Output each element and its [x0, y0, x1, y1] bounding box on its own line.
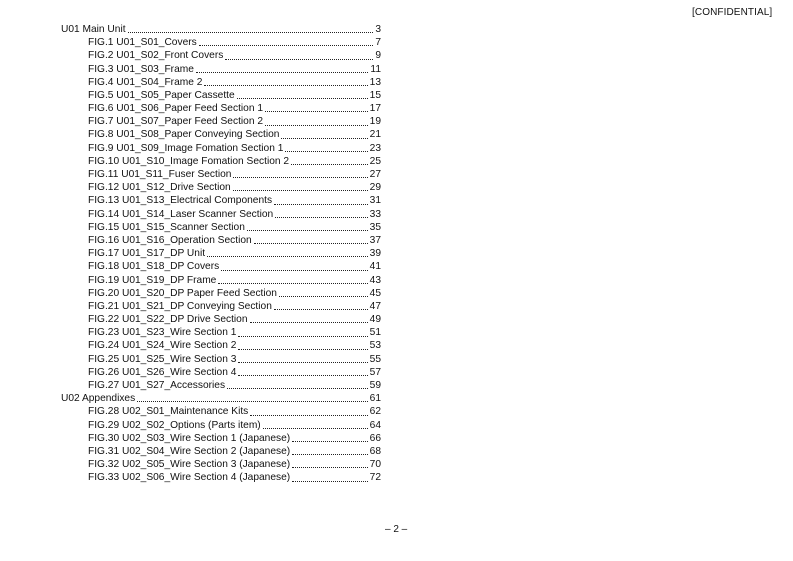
toc-entry-title: U02 Appendixes [61, 393, 136, 405]
toc-entry-page: 9 [375, 50, 381, 62]
dot-leader [274, 309, 368, 310]
toc-figure-entry[interactable] [61, 181, 381, 194]
toc-entry-title: FIG.6 U01_S06_Paper Feed Section 1 [88, 103, 263, 115]
toc-figure-entry[interactable] [61, 208, 381, 221]
toc-entry-page: 57 [369, 366, 381, 378]
toc-entry-page: 43 [369, 274, 381, 286]
dot-leader [265, 111, 368, 112]
dot-leader [237, 98, 368, 99]
toc-section-entry[interactable] [61, 392, 381, 405]
toc-entry-page: 11 [370, 63, 381, 75]
toc-entry-page: 51 [369, 327, 381, 339]
toc-entry-title: FIG.9 U01_S09_Image Fomation Section 1 [88, 142, 284, 154]
toc-entry-title: U01 Main Unit [61, 23, 126, 35]
toc-entry-page: 45 [369, 287, 381, 299]
toc-entry-page: 15 [369, 89, 381, 101]
toc-entry-page: 68 [369, 445, 381, 457]
toc-entry-title: FIG.27 U01_S27_Accessories [88, 380, 226, 392]
toc-entry-title: FIG.7 U01_S07_Paper Feed Section 2 [88, 116, 263, 128]
toc-entry-page: 29 [369, 182, 381, 194]
toc-entry-title: FIG.32 U02_S05_Wire Section 3 (Japanese) [88, 459, 291, 471]
toc-figure-entry[interactable] [61, 63, 381, 76]
toc-entry-title: FIG.15 U01_S15_Scanner Section [88, 221, 245, 233]
toc-figure-entry[interactable] [61, 168, 381, 181]
toc-figure-entry[interactable] [61, 221, 381, 234]
toc-entry-page: 31 [369, 195, 381, 207]
toc-figure-entry[interactable] [61, 405, 381, 418]
toc-figure-entry[interactable] [61, 115, 381, 128]
dot-leader [292, 467, 367, 468]
toc-figure-entry[interactable] [61, 36, 381, 49]
toc-figure-entry[interactable] [61, 194, 381, 207]
toc-entry-page: 64 [369, 419, 381, 431]
toc-entry-title: FIG.29 U02_S02_Options (Parts item) [88, 419, 261, 431]
toc-figure-entry[interactable] [61, 287, 381, 300]
dot-leader [207, 256, 368, 257]
toc-entry-title: FIG.22 U01_S22_DP Drive Section [88, 314, 248, 326]
toc-entry-page: 17 [369, 103, 381, 115]
toc-entry-page: 39 [369, 248, 381, 260]
toc-figure-entry[interactable] [61, 353, 381, 366]
toc-figure-entry[interactable] [61, 326, 381, 339]
toc-entry-page: 7 [375, 37, 381, 49]
table-of-contents [61, 23, 381, 485]
dot-leader [238, 336, 367, 337]
dot-leader [218, 283, 367, 284]
dot-leader [254, 243, 368, 244]
toc-figure-entry[interactable] [61, 458, 381, 471]
toc-figure-entry[interactable] [61, 432, 381, 445]
toc-entry-title: FIG.24 U01_S24_Wire Section 2 [88, 340, 237, 352]
toc-entry-page: 49 [369, 314, 381, 326]
toc-entry-title: FIG.17 U01_S17_DP Unit [88, 248, 206, 260]
toc-entry-title: FIG.13 U01_S13_Electrical Components [88, 195, 273, 207]
toc-entry-title: FIG.16 U01_S16_Operation Section [88, 234, 252, 246]
toc-figure-entry[interactable] [61, 247, 381, 260]
toc-entry-title: FIG.20 U01_S20_DP Paper Feed Section [88, 287, 277, 299]
toc-figure-entry[interactable] [61, 379, 381, 392]
toc-entry-page: 70 [369, 459, 381, 471]
confidential-label: [CONFIDENTIAL] [692, 7, 773, 18]
toc-entry-title: FIG.26 U01_S26_Wire Section 4 [88, 366, 237, 378]
dot-leader [196, 72, 369, 73]
toc-section-entry[interactable] [61, 23, 381, 36]
toc-entry-title: FIG.30 U02_S03_Wire Section 1 (Japanese) [88, 432, 291, 444]
toc-figure-entry[interactable] [61, 313, 381, 326]
dot-leader [281, 138, 367, 139]
toc-entry-title: FIG.28 U02_S01_Maintenance Kits [88, 406, 249, 418]
toc-entry-page: 55 [369, 353, 381, 365]
toc-entry-page: 21 [369, 129, 381, 141]
toc-entry-title: FIG.14 U01_S14_Laser Scanner Section [88, 208, 274, 220]
toc-entry-page: 27 [369, 169, 381, 181]
toc-figure-entry[interactable] [61, 260, 381, 273]
dot-leader [199, 45, 374, 46]
toc-figure-entry[interactable] [61, 142, 381, 155]
toc-entry-title: FIG.23 U01_S23_Wire Section 1 [88, 327, 237, 339]
toc-entry-title: FIG.3 U01_S03_Frame [88, 63, 194, 75]
dot-leader [263, 428, 368, 429]
toc-entry-title: FIG.2 U01_S02_Front Covers [88, 50, 224, 62]
toc-entry-title: FIG.5 U01_S05_Paper Cassette [88, 89, 235, 101]
toc-entry-title: FIG.19 U01_S19_DP Frame [88, 274, 217, 286]
toc-figure-entry[interactable] [61, 274, 381, 287]
toc-entry-page: 62 [369, 406, 381, 418]
toc-entry-page: 47 [369, 300, 381, 312]
toc-entry-page: 25 [369, 155, 381, 167]
toc-figure-entry[interactable] [61, 49, 381, 62]
toc-entry-page: 41 [369, 261, 381, 273]
dot-leader [227, 388, 368, 389]
toc-entry-page: 61 [369, 393, 381, 405]
dot-leader [292, 454, 367, 455]
toc-entry-page: 53 [369, 340, 381, 352]
toc-entry-page: 23 [369, 142, 381, 154]
dot-leader [285, 151, 367, 152]
dot-leader [275, 217, 367, 218]
dot-leader [250, 322, 368, 323]
toc-figure-entry[interactable] [61, 419, 381, 432]
toc-figure-entry[interactable] [61, 89, 381, 102]
dot-leader [128, 32, 374, 33]
dot-leader [233, 190, 368, 191]
dot-leader [274, 204, 368, 205]
toc-figure-entry[interactable] [61, 102, 381, 115]
toc-entry-title: FIG.33 U02_S06_Wire Section 4 (Japanese) [88, 472, 291, 484]
toc-figure-entry[interactable] [61, 155, 381, 168]
dot-leader [279, 296, 368, 297]
dot-leader [221, 270, 367, 271]
page-number: – 2 – [385, 524, 408, 535]
toc-entry-title: FIG.25 U01_S25_Wire Section 3 [88, 353, 237, 365]
toc-entry-title: FIG.10 U01_S10_Image Fomation Section 2 [88, 155, 290, 167]
toc-figure-entry[interactable] [61, 300, 381, 313]
toc-figure-entry[interactable] [61, 471, 381, 484]
dot-leader [292, 441, 367, 442]
toc-entry-page: 19 [369, 116, 381, 128]
toc-entry-title: FIG.4 U01_S04_Frame 2 [88, 76, 203, 88]
toc-figure-entry[interactable] [61, 340, 381, 353]
dot-leader [137, 401, 367, 402]
dot-leader [265, 125, 368, 126]
toc-entry-page: 33 [369, 208, 381, 220]
toc-entry-page: 66 [369, 432, 381, 444]
toc-entry-title: FIG.21 U01_S21_DP Conveying Section [88, 300, 272, 312]
toc-entry-page: 3 [375, 23, 381, 35]
dot-leader [247, 230, 368, 231]
dot-leader [238, 349, 367, 350]
dot-leader [204, 85, 367, 86]
toc-figure-entry[interactable] [61, 76, 381, 89]
toc-entry-page: 37 [369, 234, 381, 246]
dot-leader [250, 415, 367, 416]
toc-entry-title: FIG.31 U02_S04_Wire Section 2 (Japanese) [88, 445, 291, 457]
toc-entry-title: FIG.12 U01_S12_Drive Section [88, 182, 231, 194]
toc-entry-title: FIG.11 U01_S11_Fuser Section [88, 169, 232, 181]
dot-leader [238, 375, 367, 376]
toc-figure-entry[interactable] [61, 366, 381, 379]
dot-leader [233, 177, 367, 178]
toc-figure-entry[interactable] [61, 129, 381, 142]
toc-figure-entry[interactable] [61, 445, 381, 458]
dot-leader [291, 164, 368, 165]
toc-entry-page: 72 [369, 472, 381, 484]
dot-leader [225, 59, 373, 60]
toc-entry-page: 35 [369, 221, 381, 233]
toc-entry-page: 13 [369, 76, 381, 88]
toc-figure-entry[interactable] [61, 234, 381, 247]
toc-entry-title: FIG.8 U01_S08_Paper Conveying Section [88, 129, 280, 141]
dot-leader [238, 362, 367, 363]
toc-entry-title: FIG.18 U01_S18_DP Covers [88, 261, 220, 273]
dot-leader [292, 481, 367, 482]
toc-entry-title: FIG.1 U01_S01_Covers [88, 37, 197, 49]
toc-entry-page: 59 [369, 380, 381, 392]
